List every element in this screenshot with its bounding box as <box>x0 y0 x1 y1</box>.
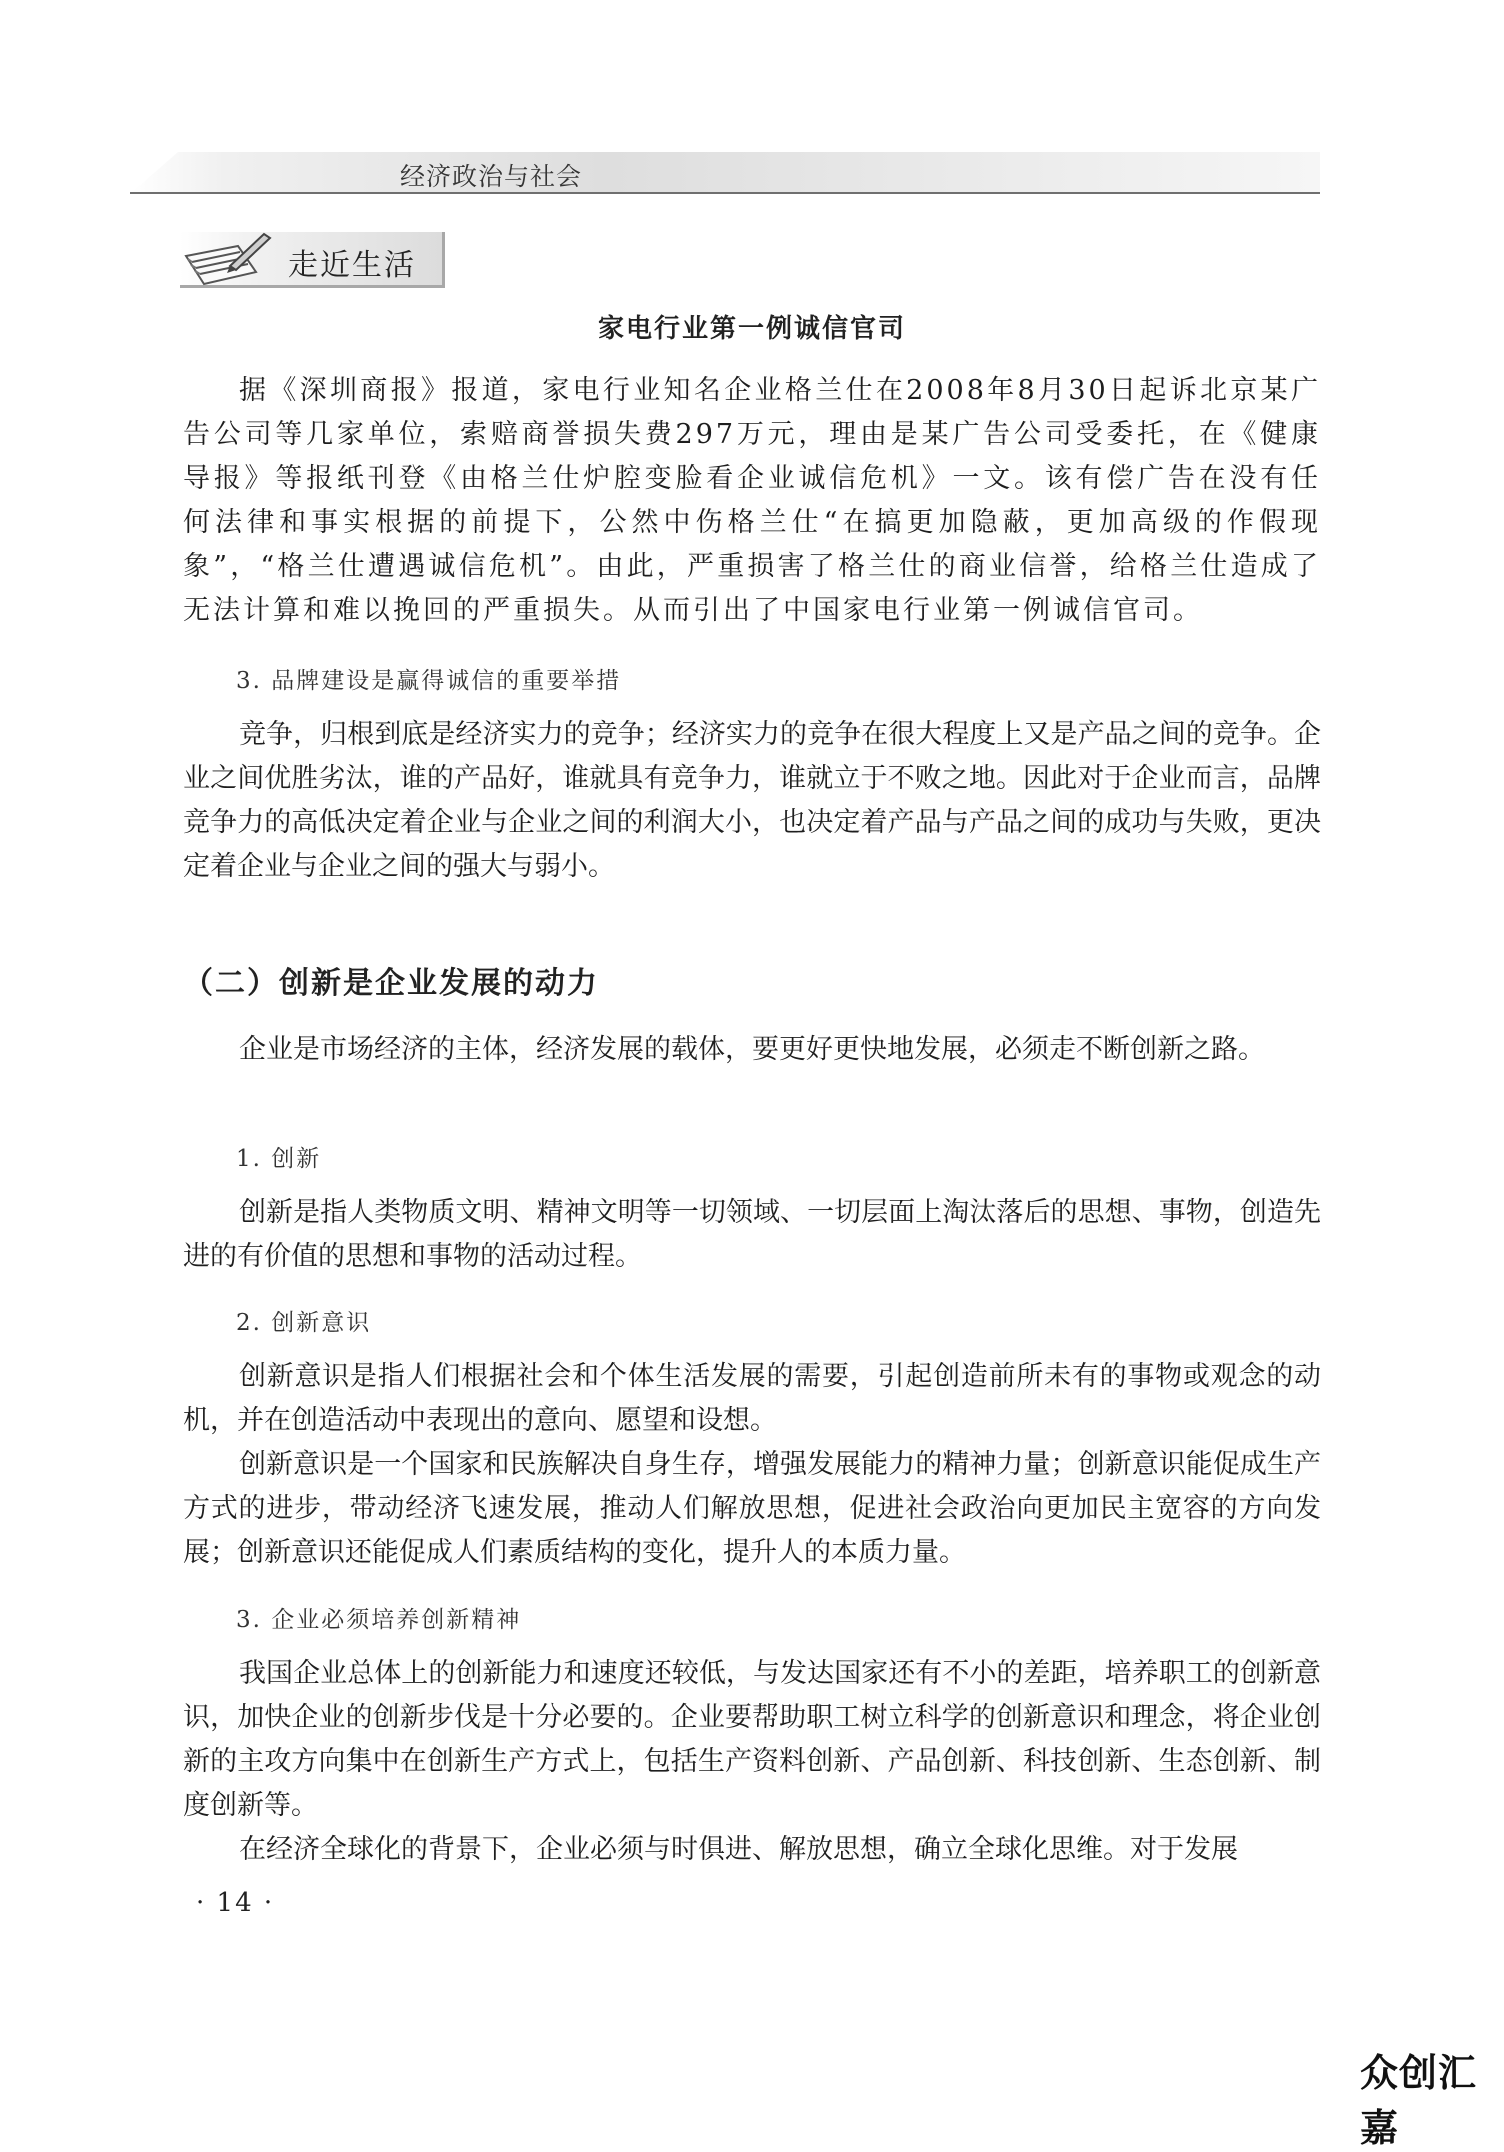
spirit-heading: 3. 企业必须培养创新精神 <box>236 1607 522 1633</box>
awareness-paragraph-2: 创新意识是一个国家和民族解决自身生存，增强发展能力的精神力量；创新意识能促成生产方式的进步，带动经济飞速发展，推动人们解放思想，促进社会政治向更加民主宽容的方向发展；创新意识还能促成人们素质结构的变化，提升人的本质力量。 <box>183 1449 1321 1568</box>
innovation-heading: 1. 创新 <box>236 1146 322 1172</box>
brand-paragraph: 竞争，归根到底是经济实力的竞争；经济实力的竞争在很大程度上又是产品之间的竞争。企业之间优胜劣汰，谁的产品好，谁就具有竞争力，谁就立于不败之地。因此对于企业而言，品牌竞争力的高低决定着企业与企业之间的利润大小，也决定着产品与产品之间的成功与失败，更决定着企业与企业之间的强大与弱小。 <box>183 719 1321 882</box>
spirit-paragraph-2: 在经济全球化的背景下，企业必须与时俱进、解放思想，确立全球化思维。对于发展 <box>239 1834 1238 1865</box>
running-header-title: 经济政治与社会 <box>400 162 583 191</box>
notebook-pen-icon <box>178 226 278 290</box>
section2-heading: （二）创新是企业发展的动力 <box>183 966 599 1001</box>
story-paragraph: 据《深圳商报》报道，家电行业知名企业格兰仕在2008年8月30日起诉北京某广告公司等几家单位，索赔商誉损失费297万元，理由是某广告公司受委托，在《健康导报》等报纸刊登《由格兰仕炉腔变脸看企业诚信危机》一文。该有偿广告在没有任何法律和事实根据的前提下，公然中伤格兰仕“在搞更加隐蔽，更加高级的作假现象”，“格兰仕遭遇诚信危机”。由此，严重损害了格兰仕的商业信誉，给格兰仕造成了无法计算和难以挽回的严重损失。从而引出了中国家电行业第一例诚信官司。 <box>183 375 1321 626</box>
watermark-logo: 众创汇嘉 <box>1360 2051 1478 2150</box>
section-label: 走近生活 <box>288 248 416 283</box>
header-band <box>130 152 1320 194</box>
awareness-heading: 2. 创新意识 <box>236 1310 372 1336</box>
brand-heading: 3. 品牌建设是赢得诚信的重要举措 <box>236 668 622 694</box>
spirit-paragraph-1: 我国企业总体上的创新能力和速度还较低，与发达国家还有不小的差距，培养职工的创新意识，加快企业的创新步伐是十分必要的。企业要帮助职工树立科学的创新意识和理念，将企业创新的主攻方向集中在创新生产方式上，包括生产资料创新、产品创新、科技创新、生态创新、制度创新等。 <box>183 1658 1321 1821</box>
innovation-paragraph: 创新是指人类物质文明、精神文明等一切领域、一切层面上淘汰落后的思想、事物，创造先进的有价值的思想和事物的活动过程。 <box>183 1197 1321 1272</box>
story-title: 家电行业第一例诚信官司 <box>597 314 906 344</box>
section2-intro: 企业是市场经济的主体，经济发展的载体，要更好更快地发展，必须走不断创新之路。 <box>239 1034 1265 1065</box>
awareness-paragraph-1: 创新意识是指人们根据社会和个体生活发展的需要，引起创造前所未有的事物或观念的动机，并在创造活动中表现出的意向、愿望和设想。 <box>183 1361 1321 1436</box>
header-rule <box>130 192 1320 194</box>
page-number: · 14 · <box>196 1888 275 1918</box>
